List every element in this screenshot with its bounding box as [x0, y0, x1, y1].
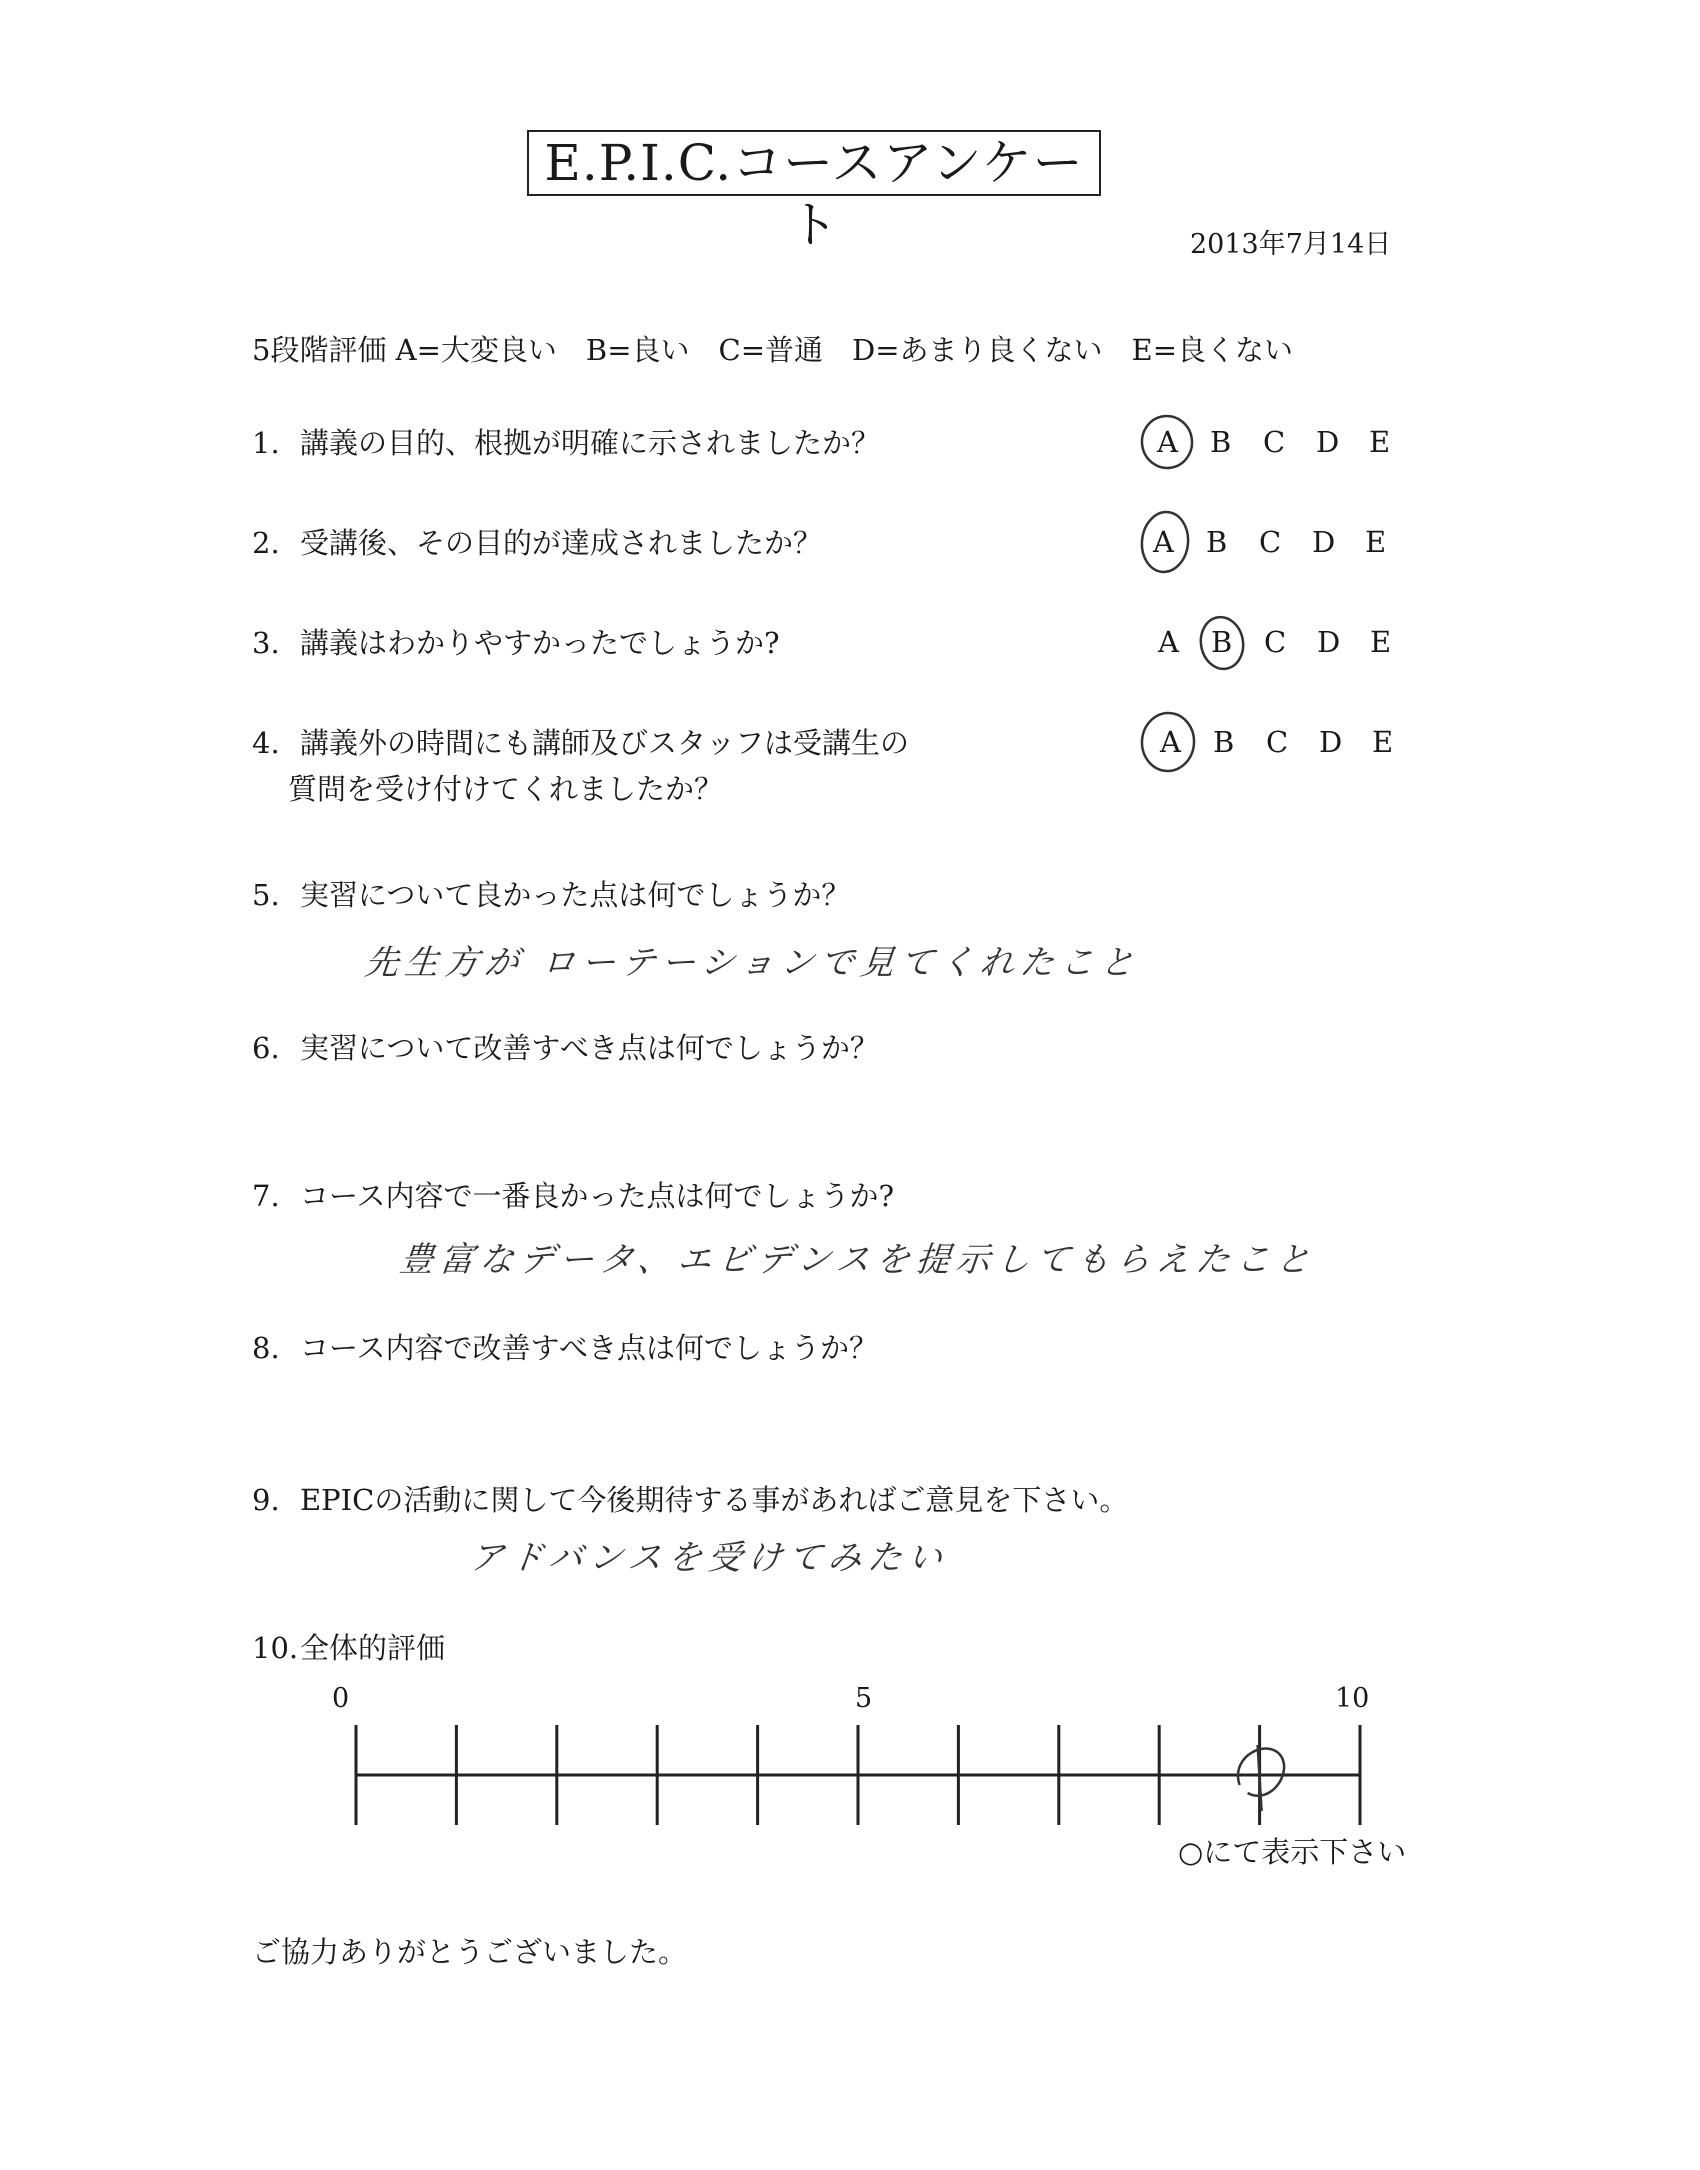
question-number: 6.: [252, 1031, 280, 1065]
option-d[interactable]: D: [1312, 525, 1336, 559]
question-number: 8.: [252, 1331, 280, 1365]
option-c[interactable]: C: [1266, 725, 1289, 759]
question-text: 実習について良かった点は何でしょうか？: [300, 878, 851, 912]
survey-title: E.P.I.C.コースアンケート: [527, 130, 1101, 196]
question-text: 全体的評価: [300, 1631, 446, 1665]
option-a[interactable]: A: [1157, 425, 1178, 459]
question-text: 講義の目的、根拠が明確に示されましたか？: [300, 426, 881, 460]
option-b[interactable]: B: [1210, 425, 1232, 459]
handwritten-answer-q7: 豊富なデータ、エビデンスを提示してもらえたこと: [397, 1240, 1318, 1280]
option-c[interactable]: C: [1259, 525, 1282, 559]
question-number: 7.: [252, 1179, 280, 1213]
question-text: コース内容で改善すべき点は何でしょうか？: [300, 1331, 878, 1365]
scale-label-10: 10: [1335, 1683, 1370, 1714]
scale-label-5: 5: [855, 1683, 873, 1714]
question-text: 講義はわかりやすかったでしょうか?: [300, 626, 780, 660]
option-b[interactable]: B: [1206, 525, 1228, 559]
survey-date: 2013年7月14日: [1190, 229, 1392, 260]
option-e[interactable]: E: [1369, 425, 1391, 459]
option-a[interactable]: A: [1153, 525, 1174, 559]
question-number: 2.: [252, 526, 280, 560]
option-c[interactable]: C: [1264, 625, 1287, 659]
question-text-line2: 質問を受け付けてくれましたか？: [288, 772, 724, 806]
handwritten-answer-q5: 先生方が ローテーションで見てくれたこと: [362, 943, 1143, 983]
question-number: 1.: [252, 426, 280, 460]
option-b[interactable]: B: [1213, 725, 1235, 759]
question-number: 5.: [252, 878, 280, 912]
question-number: 3.: [252, 626, 280, 660]
option-d[interactable]: D: [1319, 725, 1343, 759]
option-b[interactable]: B: [1211, 625, 1233, 659]
handwritten-answer-q9: アドバンスを受けてみたい: [467, 1538, 951, 1578]
question-text: コース内容で一番良かった点は何でしょうか?: [300, 1179, 895, 1213]
question-text: 実習について改善すべき点は何でしょうか？: [300, 1031, 879, 1065]
question-number: 4.: [252, 726, 280, 760]
scale-label-0: 0: [332, 1683, 350, 1714]
option-d[interactable]: D: [1317, 625, 1341, 659]
question-text: 講義外の時間にも講師及びスタッフは受講生の: [300, 726, 910, 760]
question-text: 受講後、その目的が達成されましたか？: [300, 526, 823, 560]
question-text: EPICの活動に関して今後期待する事があればご意見を下さい。: [300, 1483, 1129, 1517]
option-e[interactable]: E: [1365, 525, 1387, 559]
question-number: 9.: [252, 1483, 280, 1517]
option-d[interactable]: D: [1316, 425, 1340, 459]
option-e[interactable]: E: [1370, 625, 1392, 659]
rating-scale-legend: 5段階評価 A=大変良い B=良い C=普通 D=あまり良くない E=良くない: [252, 333, 1294, 367]
option-e[interactable]: E: [1372, 725, 1394, 759]
option-c[interactable]: C: [1263, 425, 1286, 459]
closing-message: ご協力ありがとうございました。: [252, 1935, 688, 1969]
scale-instruction-note: ○にて表示下さい: [1178, 1835, 1407, 1869]
option-a[interactable]: A: [1158, 625, 1179, 659]
question-number: 10.: [252, 1631, 299, 1665]
option-a[interactable]: A: [1160, 725, 1181, 759]
